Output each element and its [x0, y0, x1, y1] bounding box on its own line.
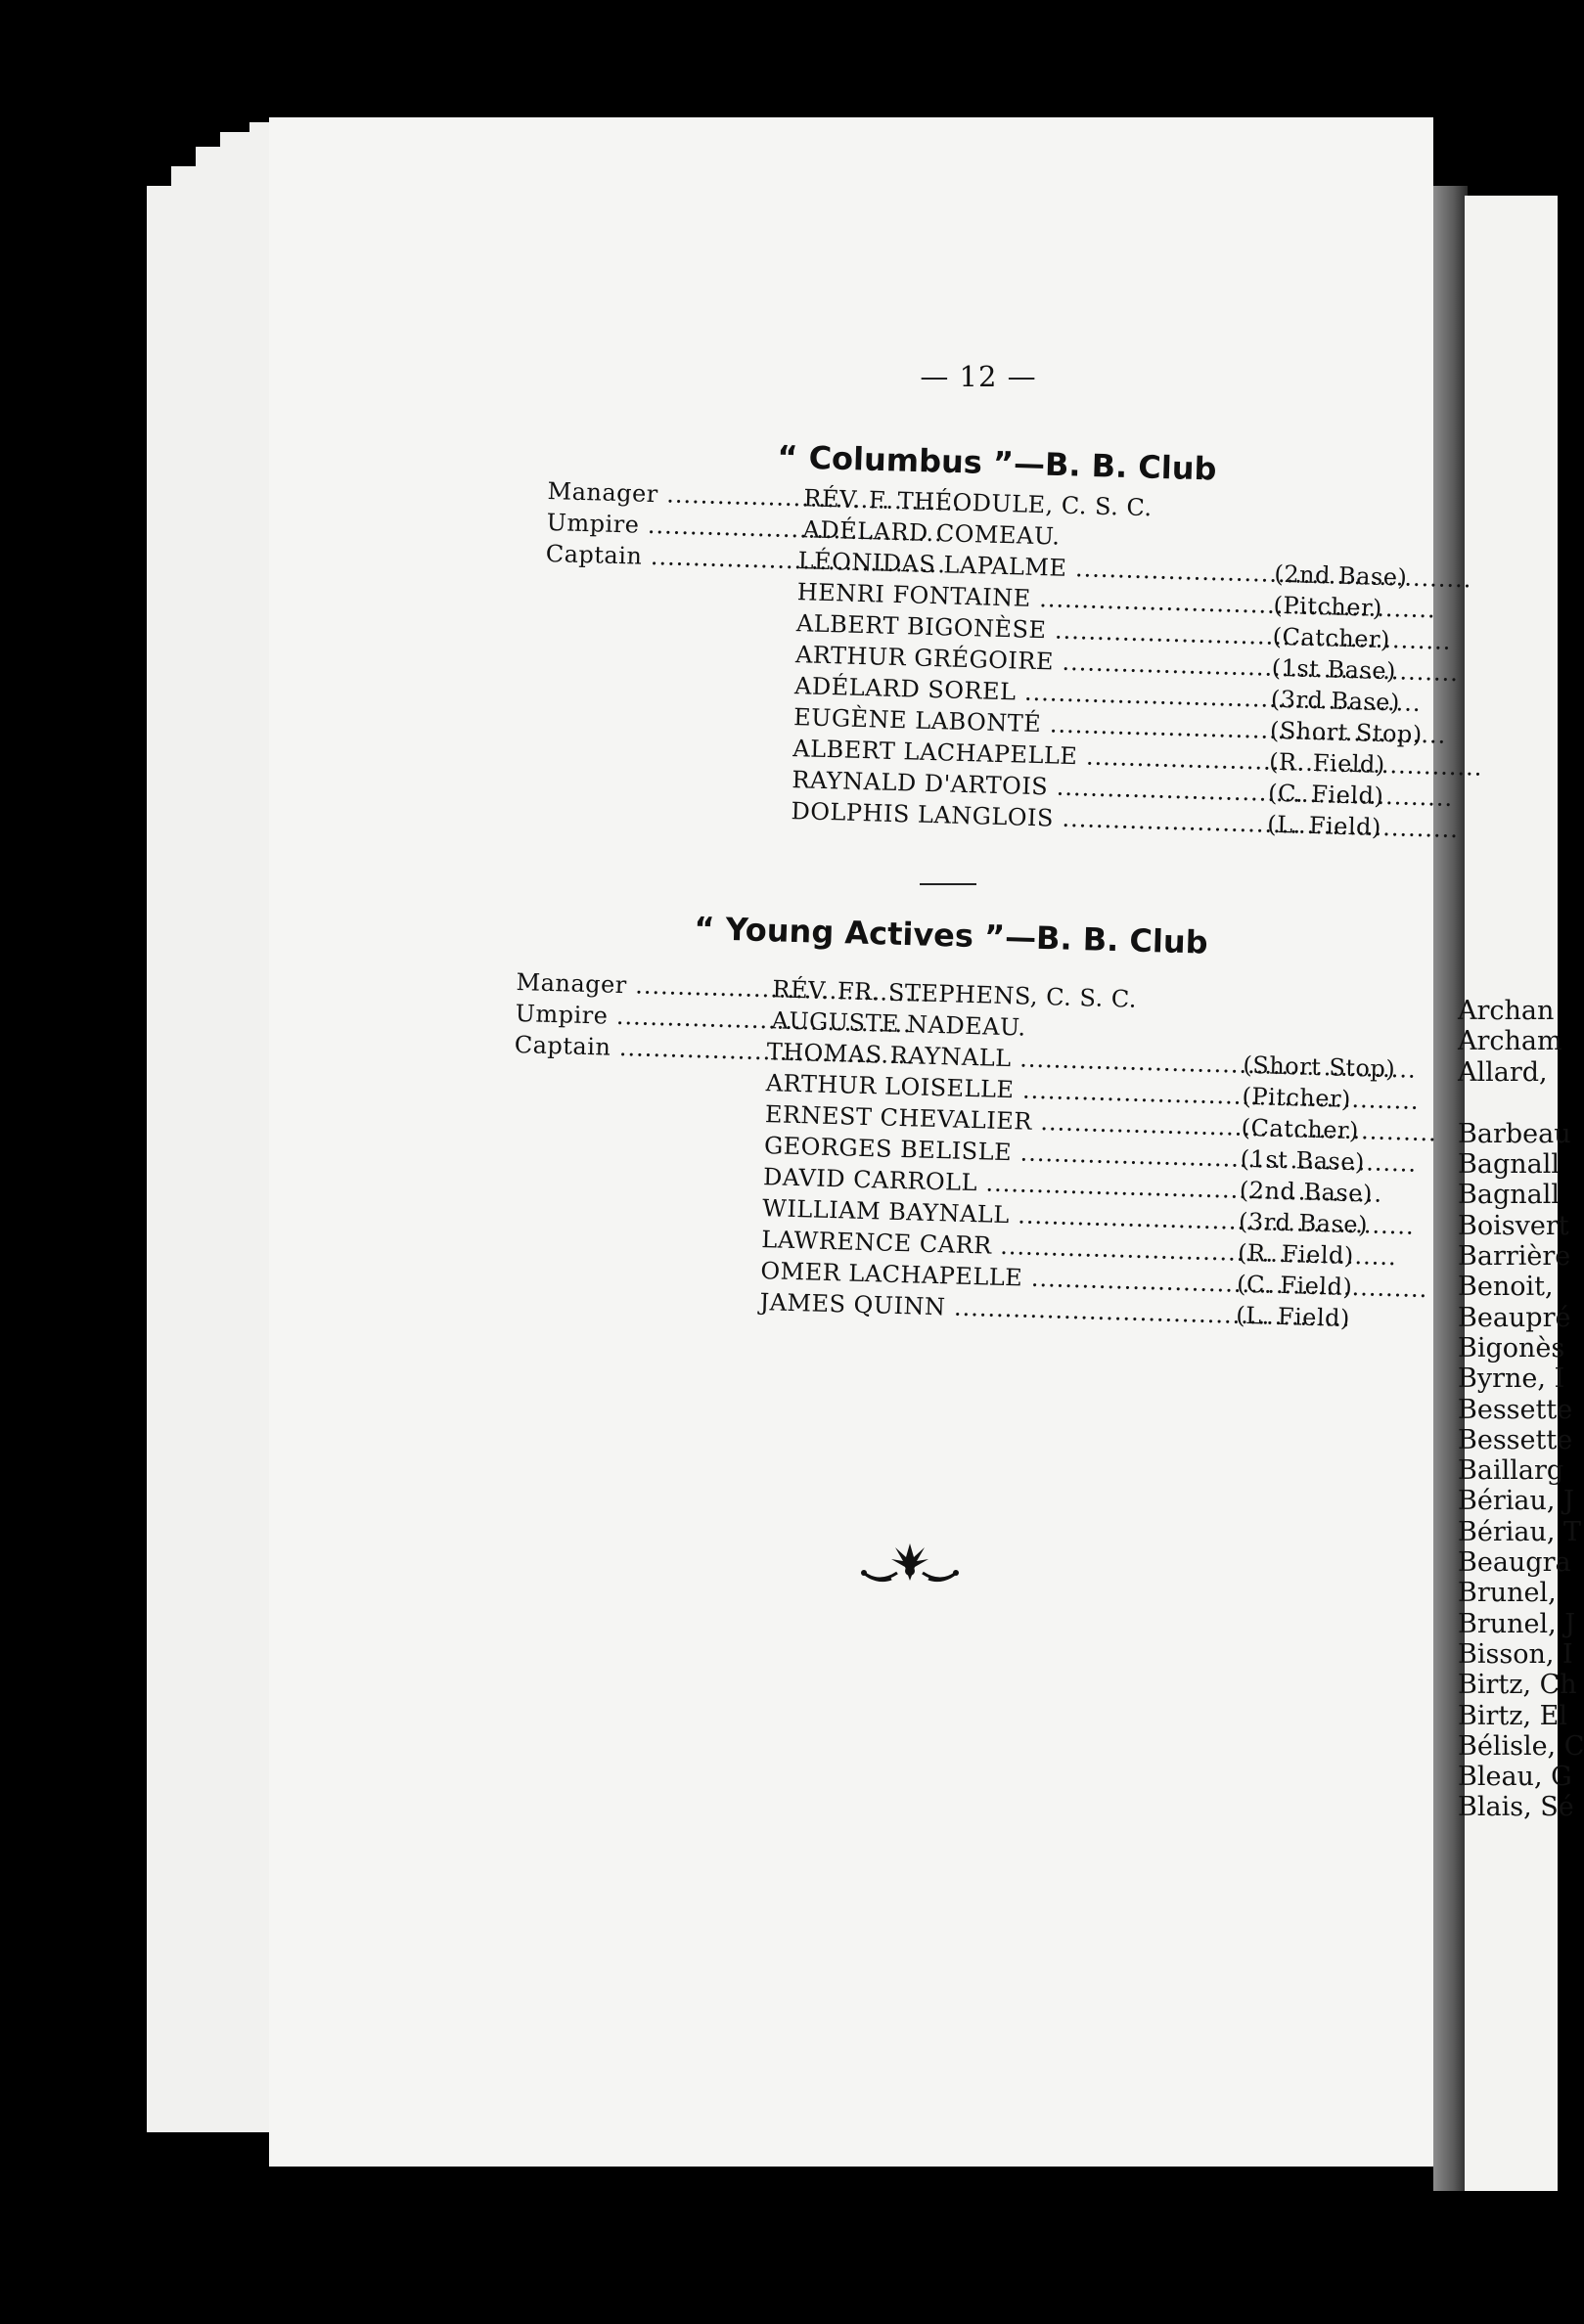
index-entry: Bériau, T: [1458, 1516, 1582, 1547]
official-role: Manager .....: [516, 968, 771, 1003]
official-name: RÉV. FR. STEPHENS, C. S. C.: [772, 975, 1138, 1013]
index-entry: Boisvert: [1458, 1210, 1569, 1241]
official-role: Captain .....: [514, 1031, 769, 1065]
index-entry: Brunel, J: [1458, 1608, 1576, 1639]
index-entry: Byrne, I: [1458, 1363, 1565, 1395]
player-name: EUGÈNE LABONTÉ .....: [793, 703, 1269, 744]
player-name: DOLPHIS LANGLOIS .....: [791, 797, 1266, 838]
player-name: HENRI FONTAINE .....: [796, 578, 1272, 619]
index-entry: Birtz, Ch: [1458, 1670, 1577, 1701]
player-name: GEORGES BELISLE .....: [764, 1132, 1240, 1173]
player-position: (1st Base): [1271, 653, 1397, 686]
official-role: Captain .....: [545, 540, 800, 574]
official-row: [515, 999, 1027, 1042]
index-entry: Bessette: [1458, 1424, 1573, 1455]
player-position: (2nd Base): [1239, 1176, 1374, 1208]
fleuron-ornament-icon: [856, 1538, 964, 1592]
official-role: Umpire .....: [515, 1000, 770, 1034]
player-name: ALBERT BIGONÈSE .....: [796, 609, 1272, 650]
index-entry: Baillarg: [1458, 1455, 1564, 1487]
player-name: OMER LACHAPELLE .....: [760, 1257, 1236, 1298]
player-position: (L. Field): [1266, 810, 1382, 841]
official-row: [546, 508, 1061, 551]
index-entry: Bériau, J: [1458, 1486, 1574, 1517]
player-position: (3rd Base): [1238, 1207, 1369, 1239]
official-row: [547, 477, 1153, 522]
section-title-columbus: “ Columbus ”—B. B. Club: [776, 438, 1217, 488]
index-entry: Archam: [1458, 1026, 1562, 1057]
player-position: (Catcher): [1241, 1113, 1360, 1145]
player-name: RAYNALD D'ARTOIS .....: [792, 766, 1267, 807]
right-page-index: [1458, 996, 1584, 1876]
player-position: (1st Base): [1240, 1144, 1366, 1177]
player-name: ARTHUR LOISELLE .....: [765, 1069, 1241, 1110]
official-name: ADÉLARD COMEAU.: [802, 515, 1061, 551]
index-entry: Allard,: [1458, 1056, 1548, 1088]
index-entry: Benoit,: [1458, 1272, 1554, 1303]
player-position: (C. Field): [1236, 1270, 1353, 1301]
official-name: AUGUSTE NADEAU.: [771, 1006, 1027, 1042]
official-row: [514, 1030, 1396, 1084]
index-entry: Bagnall: [1458, 1180, 1560, 1211]
official-role: Umpire .....: [546, 509, 801, 543]
player-name: DAVID CARROLL .....: [763, 1163, 1239, 1204]
player-name: ERNEST CHEVALIER .....: [765, 1100, 1241, 1141]
player-position: (R. Field): [1268, 747, 1386, 780]
page-number: — 12 —: [920, 360, 1037, 393]
player-position: (Catcher): [1272, 622, 1391, 654]
player-position: (Short Stop): [1243, 1050, 1396, 1084]
index-gap: [1458, 1088, 1558, 1119]
index-entry: Brunel,: [1458, 1578, 1557, 1609]
player-name: ADÉLARD SOREL .....: [794, 672, 1270, 713]
player-position: (Short Stop): [1269, 716, 1424, 749]
player-name: ALBERT LACHAPELLE .....: [792, 735, 1268, 776]
player-position: (R. Field): [1237, 1238, 1355, 1271]
player-position: (3rd Base): [1270, 685, 1401, 717]
official-row: [516, 968, 1138, 1013]
player-position: (C. Field): [1267, 779, 1384, 810]
index-entry: Archan: [1458, 996, 1555, 1026]
index-entry: Beaupré: [1458, 1302, 1571, 1333]
player-name: ARTHUR GRÉGOIRE .....: [795, 641, 1271, 682]
player-position: (L. Field): [1235, 1301, 1351, 1332]
player-position: (Pitcher): [1242, 1082, 1352, 1113]
player-name: JAMES QUINN .....: [759, 1288, 1235, 1329]
index-entry: Bagnall: [1458, 1149, 1560, 1181]
index-entry: Bélisle, C: [1458, 1730, 1584, 1762]
player-name: WILLIAM BAYNALL .....: [762, 1194, 1238, 1235]
official-role: Manager .....: [547, 477, 802, 512]
index-entry: Barrière: [1458, 1241, 1571, 1273]
player-name: LÉONIDAS LAPALME .....: [797, 547, 1273, 588]
section-title-young-actives: “ Young Actives ”—B. B. Club: [693, 910, 1209, 961]
player-position: (Pitcher): [1273, 591, 1383, 622]
index-entry: Bleau, G: [1458, 1762, 1572, 1793]
index-entry: Barbeau: [1458, 1118, 1571, 1149]
index-entry: Bigonès: [1458, 1332, 1565, 1363]
index-entry: Bessette: [1458, 1394, 1573, 1425]
index-entry: Beaugra: [1458, 1547, 1571, 1579]
player-name: LAWRENCE CARR .....: [761, 1226, 1237, 1267]
official-row: [545, 539, 1408, 592]
index-entry: Birtz, El: [1458, 1700, 1567, 1731]
index-entry: Bisson, I: [1458, 1638, 1573, 1670]
official-name: RÉV. F. THÉODULE, C. S. C.: [803, 484, 1153, 522]
player-name: THOMAS RAYNALL .....: [766, 1038, 1242, 1079]
index-entry: Blais, Sé: [1458, 1792, 1574, 1823]
section-divider: [920, 883, 976, 885]
player-position: (2nd Base): [1274, 559, 1408, 592]
